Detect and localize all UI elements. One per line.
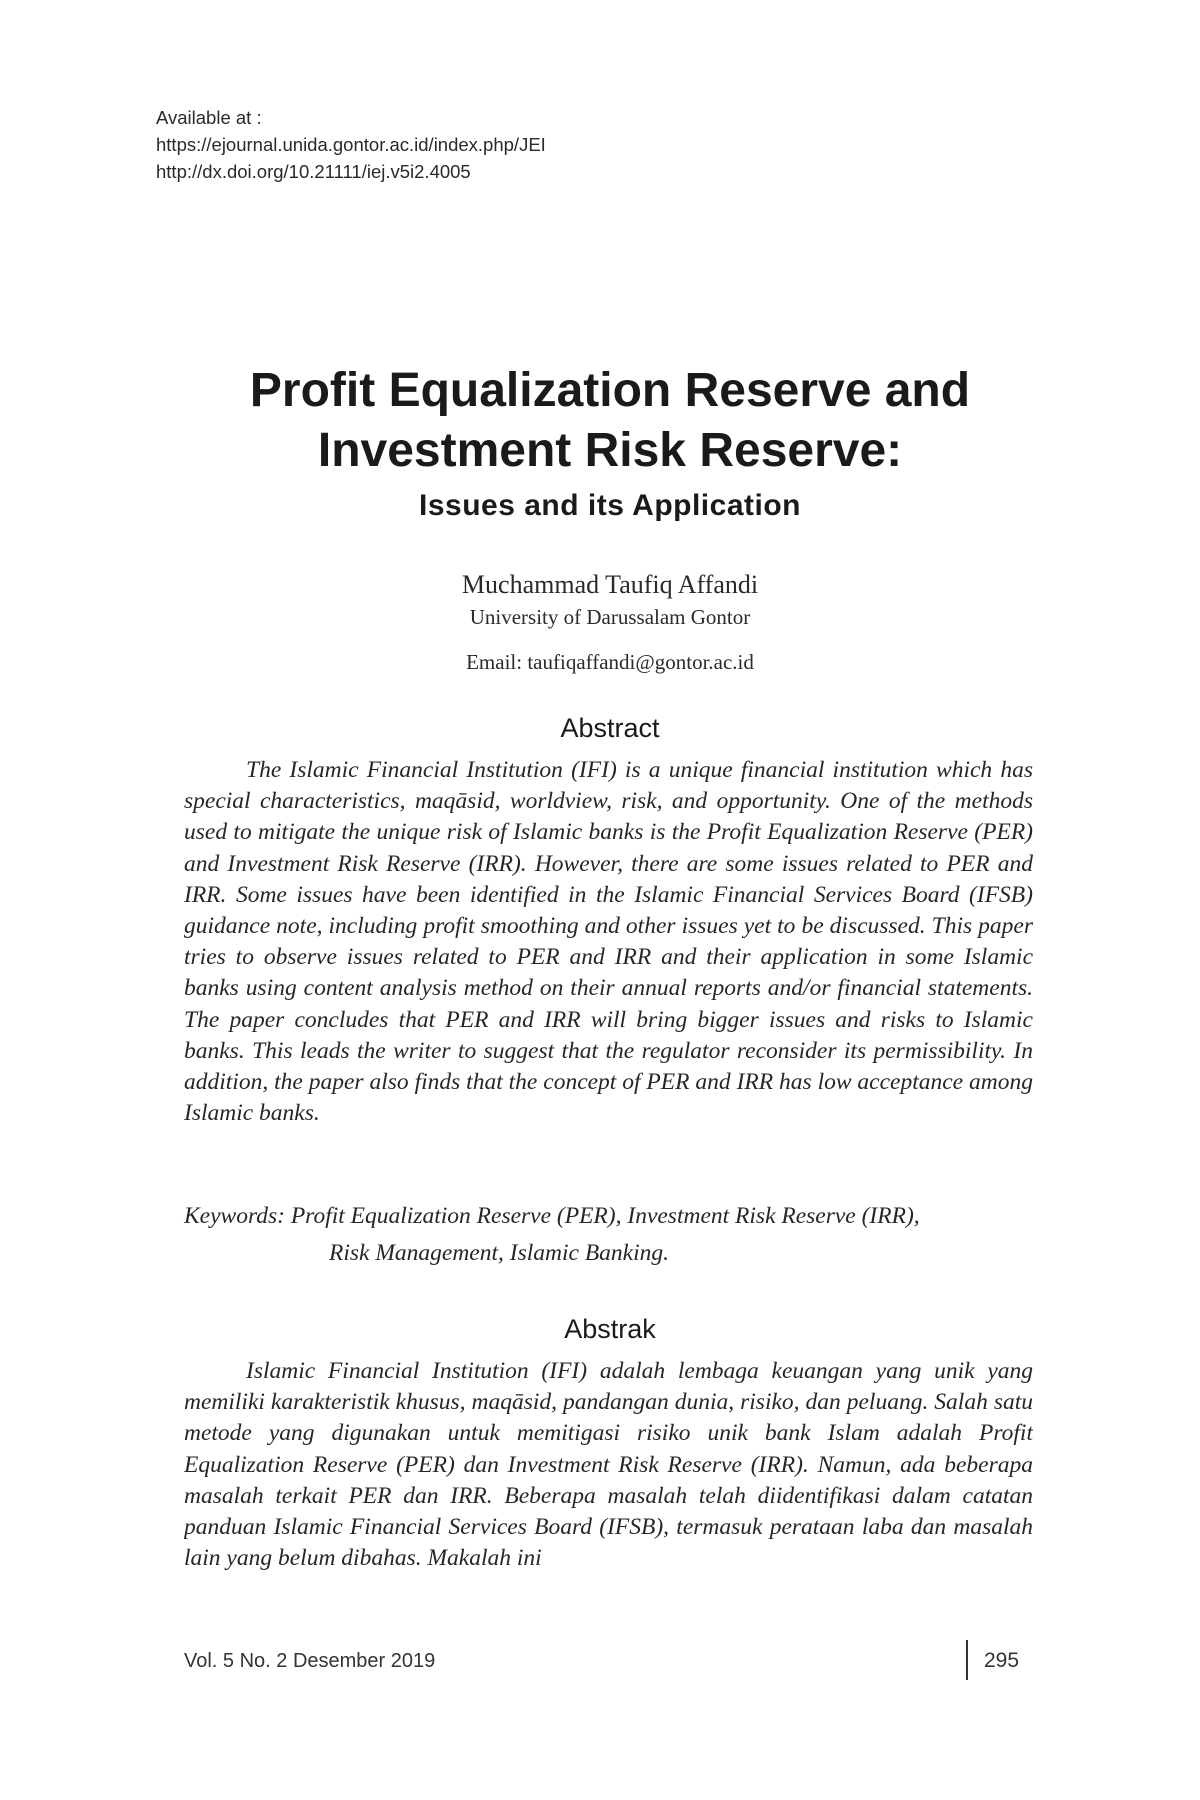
- footer-divider: [966, 1640, 968, 1680]
- paper-subtitle: Issues and its Application: [419, 489, 801, 522]
- abstrak-paragraph: Islamic Financial Institution (IFI) adalah lembaga keuangan yang unik yang memiliki karakteristik khusus, maqāsid, pandangan dunia, risiko, dan peluang. Salah satu metode yang digunakan untuk memitigasi risiko unik bank Islam adalah Profit Equalization Reserve (PER) dan Investment Risk Reserve (IRR). Namun, ada beberapa masalah terkait PER dan IRR. Beberapa masalah telah diidentifikasi dalam catatan panduan Islamic Financial Services Board (IFSB), termasuk perataan laba dan masalah lain yang belum dibahas. Makalah ini: [184, 1358, 1033, 1572]
- journal-url[interactable]: https://ejournal.unida.gontor.ac.id/index.php/JEI: [156, 134, 546, 155]
- keywords-line-2: Risk Management, Islamic Banking.: [329, 1240, 670, 1266]
- abstract-heading: Abstract: [560, 713, 660, 743]
- paper-title-line-2: Investment Risk Reserve:: [317, 424, 903, 477]
- keywords-line-1: Keywords: Profit Equalization Reserve (PER), Investment Risk Reserve (IRR),: [184, 1203, 920, 1229]
- abstrak-body: [184, 1356, 1033, 1574]
- doi-url[interactable]: http://dx.doi.org/10.21111/iej.v5i2.4005: [156, 161, 471, 182]
- availability-block: [156, 104, 546, 185]
- footer-volume: Vol. 5 No. 2 Desember 2019: [184, 1650, 436, 1672]
- keywords-block: [184, 1198, 1033, 1272]
- abstract-body: [184, 755, 1033, 1129]
- available-at-label: Available at :: [156, 107, 262, 128]
- abstract-paragraph: The Islamic Financial Institution (IFI) is a unique financial institution which has special characteristics, maqāsid, worldview, risk, and opportunity. One of the methods used to mitigate the unique risk of Islamic banks is the Profit Equalization Reserve (PER) and Investment Risk Reserve (IRR). However, there are some issues related to PER and IRR. Some issues have been identified in the Islamic Financial Services Board (IFSB) guidance note, including profit smoothing and other issues yet to be discussed. This paper tries to observe issues related to PER and IRR and their application in some Islamic banks using content analysis method on their annual reports and/or financial statements. The paper concludes that PER and IRR will bring bigger issues and risks to Islamic banks. This leads the writer to suggest that the regulator reconsider its permissibility. In addition, the paper also finds that the concept of PER and IRR has low acceptance among Islamic banks.: [184, 757, 1033, 1127]
- abstrak-heading: Abstrak: [564, 1314, 656, 1344]
- paper-title-line-1: Profit Equalization Reserve and: [249, 364, 971, 417]
- author-email: Email: taufiqaffandi@gontor.ac.id: [466, 650, 754, 674]
- page-number: 295: [984, 1649, 1020, 1672]
- author-name: Muchammad Taufiq Affandi: [461, 570, 759, 599]
- author-affiliation: University of Darussalam Gontor: [469, 605, 751, 629]
